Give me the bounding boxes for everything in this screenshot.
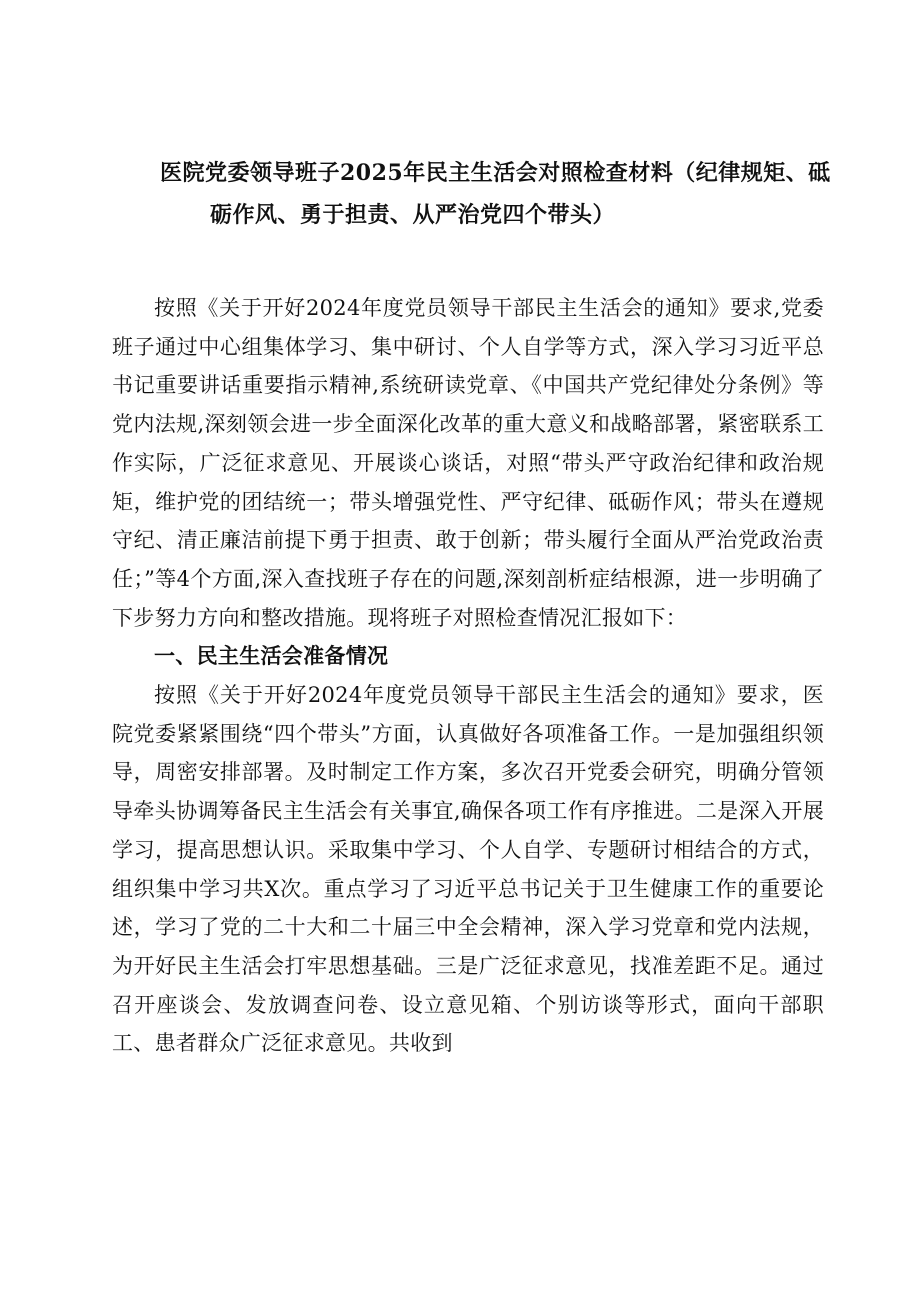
- preparation-paragraph: 按照《关于开好2024年度党员领导干部民主生活会的通知》要求，医院党委紧紧围绕“四个带头”方面，认真做好各项准备工作。一是加强组织领导，周密安排部署。及时制定工作方案，多次召开党委会研究，明确分管领导牵头协调筹备民主生活会有关事宜,确保各项工作有序推进。二是深入开展学习，提高思想认识。采取集中学习、个人自学、专题研讨相结合的方式，组织集中学习共X次。重点学习了习近平总书记关于卫生健康工作的重要论述，学习了党的二十大和二十届三中全会精神，深入学习党章和党内法规，为开好民主生活会打牢思想基础。三是广泛征求意见，找准差距不足。通过召开座谈会、发放调查问卷、设立意见箱、个别访谈等形式，面向干部职工、患者群众广泛征求意见。共收到: [112, 683, 824, 1056]
- document-title: [160, 152, 840, 236]
- title-line-2: 砺作风、勇于担责、从严治党四个带头）: [210, 202, 616, 228]
- intro-paragraph: 按照《关于开好2024年度党员领导干部民主生活会的通知》要求,党委班子通过中心组集体学习、集中研讨、个人自学等方式，深入学习习近平总书记重要讲话重要指示精神,系统研读党章、《中国共产党纪律处分条例》等党内法规,深刻领会进一步全面深化改革的重大意义和战略部署，紧密联系工作实际，广泛征求意见、开展谈心谈话，对照“带头严守政治纪律和政治规矩，维护党的团结统一；带头增强党性、严守纪律、砥砺作风；带头在遵规守纪、清正廉洁前提下勇于担责、敢于创新；带头履行全面从严治党政治责任；”等4个方面,深入查找班子存在的问题,深刻剖析症结根源，进一步明确了下步努力方向和整改措施。现将班子对照检查情况汇报如下：: [112, 296, 824, 630]
- document-body: [112, 289, 824, 1063]
- title-line-1: 医院党委领导班子2025年民主生活会对照检查材料（纪律规矩、砥: [160, 160, 831, 186]
- section-heading-1: 一、民主生活会准备情况: [154, 643, 389, 669]
